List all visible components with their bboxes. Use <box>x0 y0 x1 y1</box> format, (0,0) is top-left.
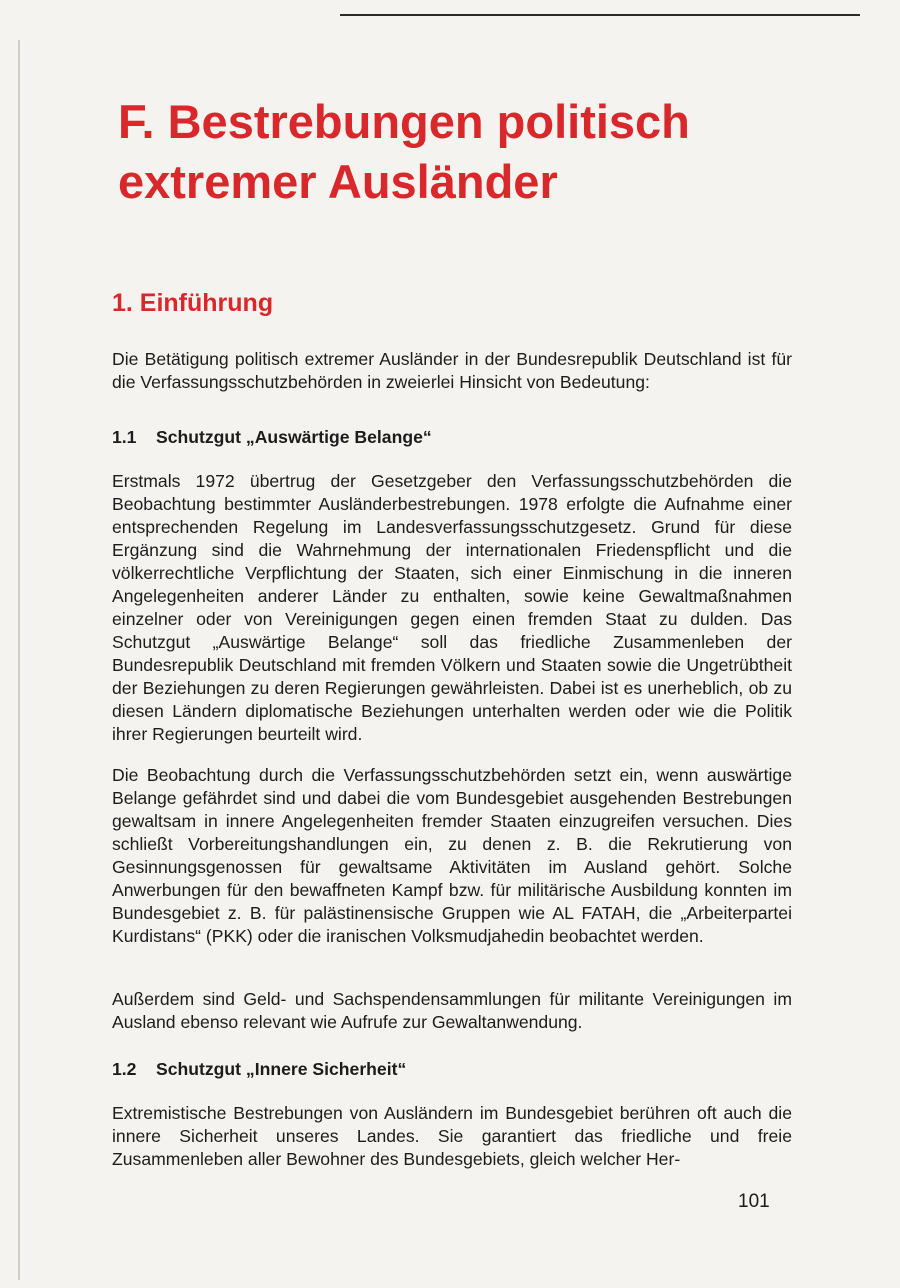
chapter-title <box>118 92 798 212</box>
binding-edge <box>18 40 20 1280</box>
paragraph: Erstmals 1972 übertrug der Gesetzgeber den Verfassungsschutzbehörden die Beobachtung bestimmter Ausländerbestrebungen. 1978 erfolgte die Aufnahme einer entsprechenden Regelung im Landesverfassungsschutzgesetz. Grund für diese Ergänzung sind die Wahrnehmung der internationalen Friedenspflicht und die völkerrechtliche Verpflichtung der Staaten, sich einer Einmischung in die inneren Angelegenheiten anderer Länder zu enthalten, sowie keine Gewaltmaßnahmen einzelner oder von Vereinigungen gegen einen fremden Staat zu dulden. Das Schutzgut „Auswärtige Belange“ soll das friedliche Zusammenleben der Bundesrepublik Deutschland mit fremden Völkern und Staaten sowie die Ungetrübtheit der Beziehungen zu deren Regierungen gewährleisten. Dabei ist es unerheblich, ob zu diesen Ländern diplomatische Beziehungen unterhalten werden oder wie die Politik ihrer Regierungen beurteilt wird. <box>112 471 792 744</box>
paragraph: Extremistische Bestrebungen von Ausländern im Bundesgebiet berühren oft auch die innere Sicherheit unseres Landes. Sie garantiert das friedliche und freie Zusammenleben aller Bewohner des Bundesgebiets, gleich welcher Her- <box>112 1103 792 1169</box>
subsection-heading-1-1 <box>112 426 432 449</box>
paragraph: Die Beobachtung durch die Verfassungsschutzbehörden setzt ein, wenn auswärtige Belange gefährdet sind und dabei die vom Bundesgebiet ausgehenden Bestrebungen gewaltsam in innere Angelegenheiten fremder Staaten einzugreifen versuchen. Dies schließt Vorbereitungshandlungen ein, zu denen z. B. die Rekrutierung von Gesinnungsgenossen für gewaltsame Aktivitäten im Ausland gehört. Solche Anwerbungen für den bewaffneten Kampf bzw. für militärische Ausbildung konnten im Bundesgebiet z. B. für palästinensische Gruppen wie AL FATAH, die „Arbeiterpartei Kurdistans“ (PKK) oder die iranischen Volksmudjahedin beobachtet werden. <box>112 765 792 946</box>
subsection-heading-1-2 <box>112 1058 406 1081</box>
top-rule <box>340 14 860 16</box>
subsection-number: 1.2 <box>112 1059 137 1079</box>
subsection-number: 1.1 <box>112 427 137 447</box>
paragraph: Außerdem sind Geld- und Sachspendensammlungen für militante Vereinigungen im Ausland ebenso relevant wie Aufrufe zur Gewaltanwendung. <box>112 989 792 1032</box>
subsection-title: Schutzgut „Auswärtige Belange“ <box>156 427 432 447</box>
section-heading: 1. Einführung <box>112 289 274 317</box>
chapter-title-line2: extremer Ausländer <box>118 155 558 208</box>
chapter-title-line1: F. Bestrebungen politisch <box>118 95 690 148</box>
subsection-title: Schutzgut „Innere Sicherheit“ <box>156 1059 407 1079</box>
intro-paragraph: Die Betätigung politisch extremer Ausländer in der Bundesrepublik Deutschland ist für die Verfassungsschutzbehörden in zweierlei Hinsicht von Bedeutung: <box>112 349 792 392</box>
page-number: 101 <box>738 1191 770 1212</box>
